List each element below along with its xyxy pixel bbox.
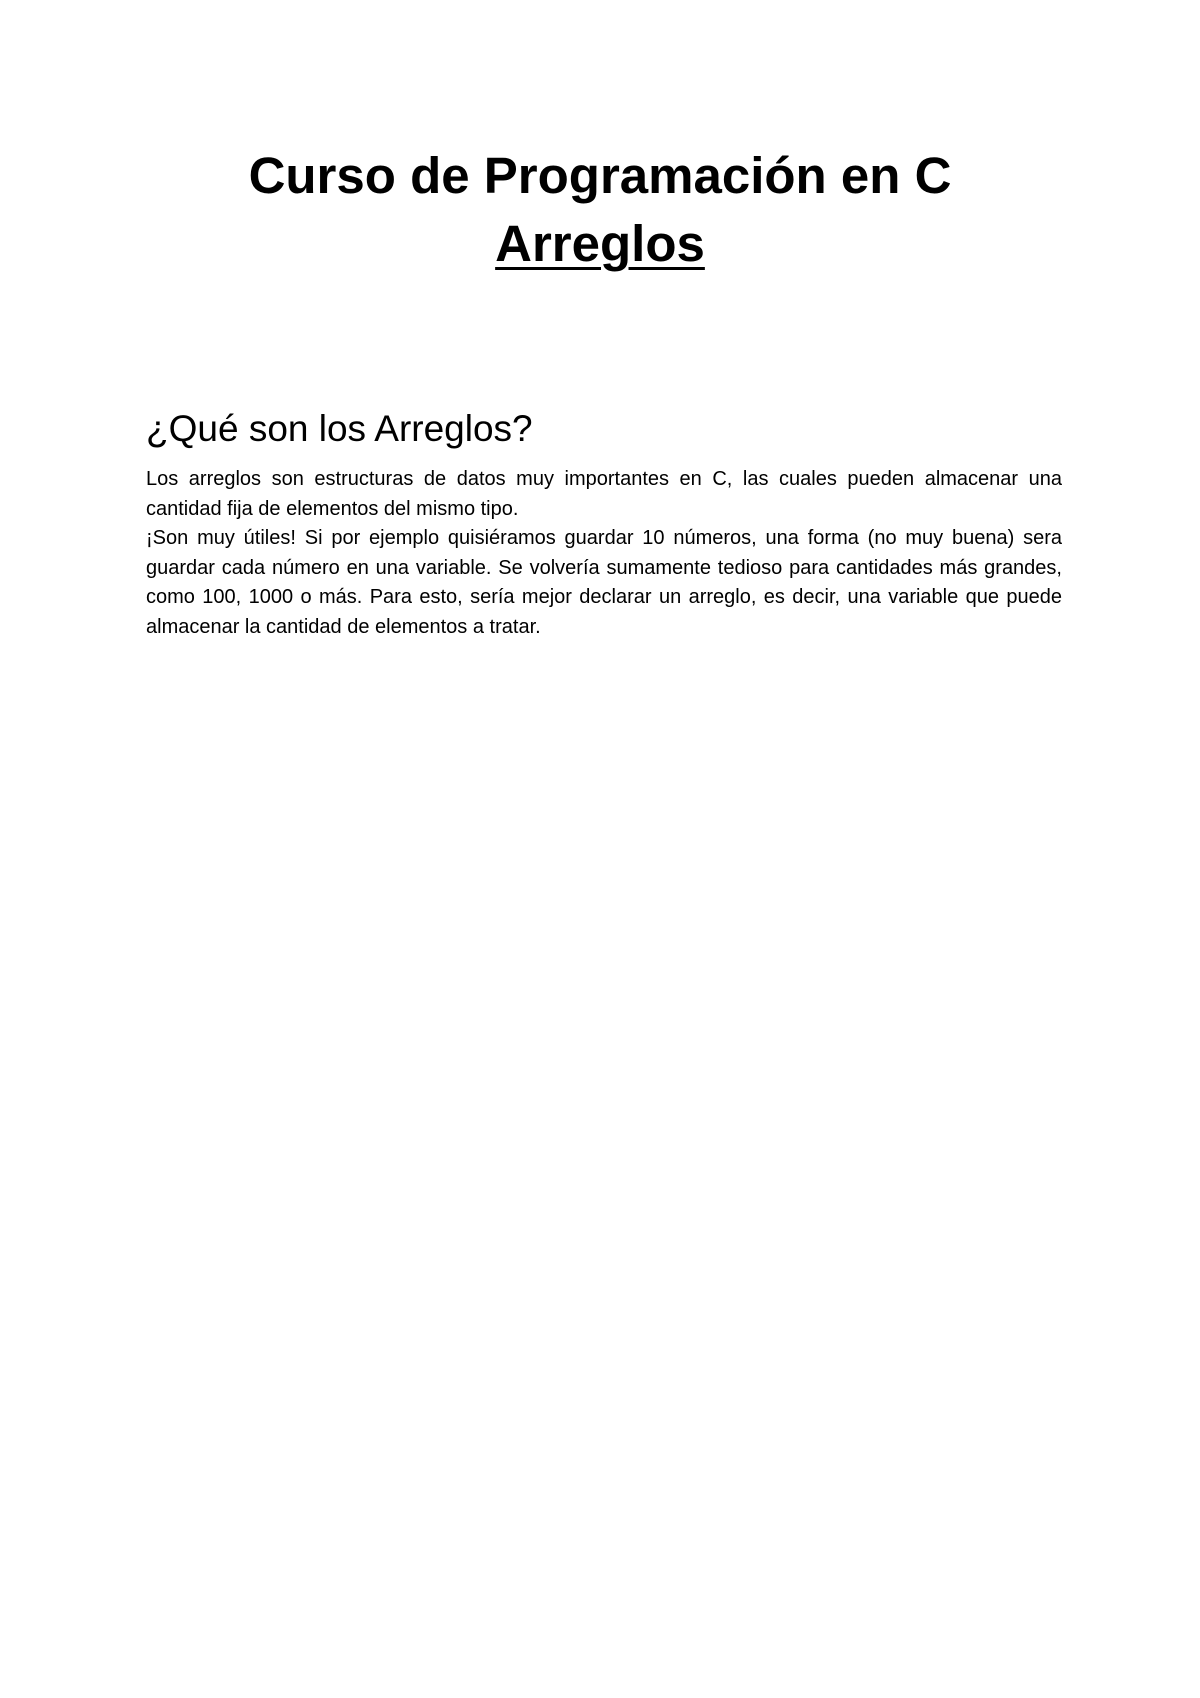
paragraph-1: Los arreglos son estructuras de datos muy importantes en C, las cuales pueden almacenar una cantidad fija de elementos del mismo tipo. xyxy=(146,468,1062,520)
section-body xyxy=(146,465,1062,642)
section-heading: ¿Qué son los Arreglos? xyxy=(146,408,533,449)
document-title: Curso de Programación en C xyxy=(248,147,952,204)
paragraph-2: ¡Son muy útiles! Si por ejemplo quisiéramos guardar 10 números, una forma (no muy buena) sera guardar cada número en una variable. Se volvería sumamente tedioso para cantidades más grandes, como 100, 1000 o más. Para esto, sería mejor declarar un arreglo, es decir, una variable que puede almacenar la cantidad de elementos a tratar. xyxy=(146,527,1062,638)
document-title-block xyxy=(0,142,1200,278)
document-subtitle: Arreglos xyxy=(495,215,705,272)
